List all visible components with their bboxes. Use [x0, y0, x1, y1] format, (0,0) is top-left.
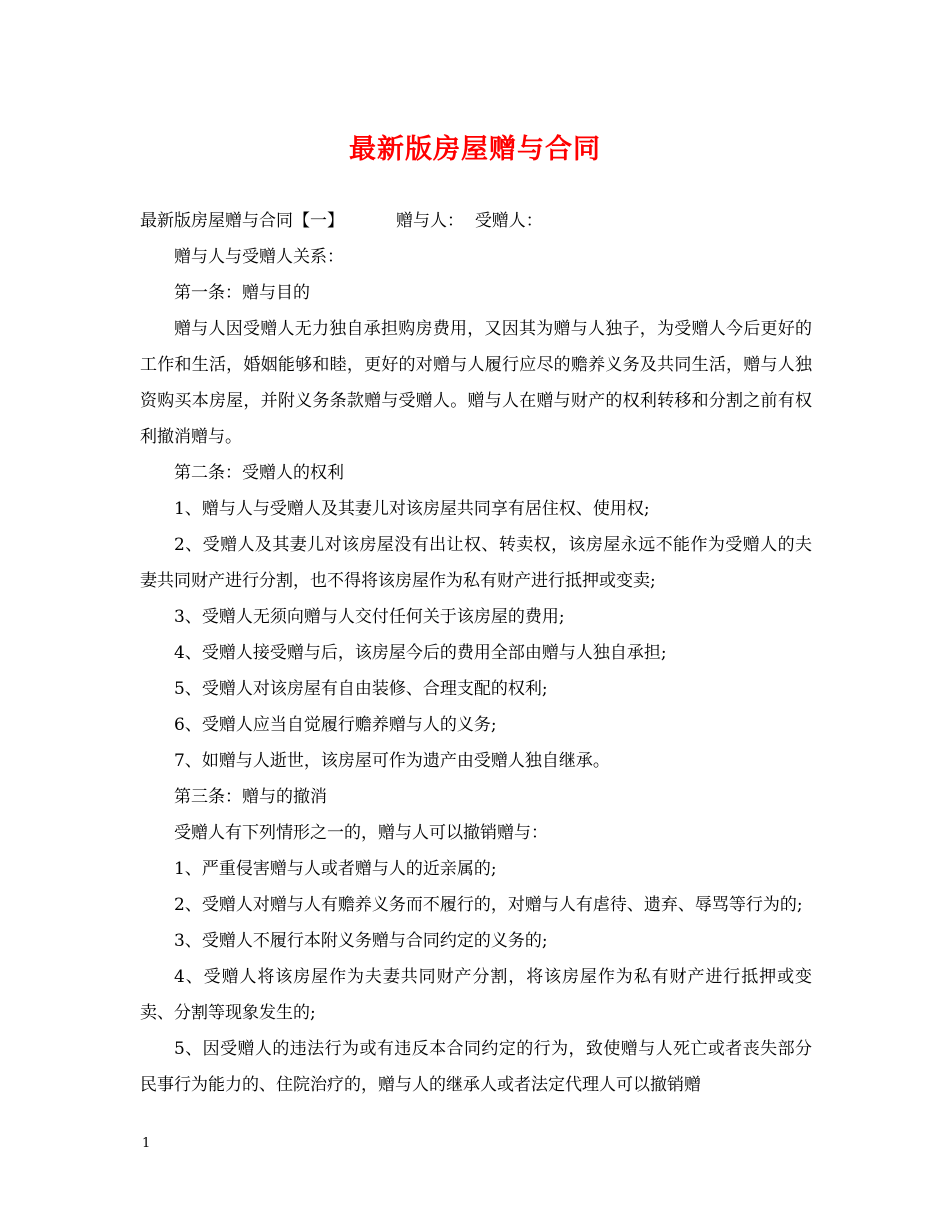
list-item: 1、严重侵害赠与人或者赠与人的近亲属的; [174, 859, 497, 879]
paragraph: 赠与人与受赠人关系： [174, 247, 344, 267]
list-item: 1、赠与人与受赠人及其妻儿对该房屋共同享有居住权、使用权; [174, 499, 650, 519]
section-heading: 第二条：受赠人的权利 [174, 463, 344, 483]
section-heading: 第三条：赠与的撤消 [174, 787, 327, 807]
list-item: 2、受赠人对赠与人有赡养义务而不履行的，对赠与人有虐待、遗弃、辱骂等行为的; [174, 895, 803, 915]
list-item: 3、受赠人不履行本附义务赠与合同约定的义务的; [174, 931, 548, 951]
intro-line [140, 203, 812, 239]
list-item: 3、受赠人无须向赠与人交付任何关于该房屋的费用; [174, 607, 565, 627]
list-item: 5、受赠人对该房屋有自由装修、合理支配的权利; [174, 679, 548, 699]
donee-label: 受赠人： [474, 211, 543, 231]
list-item: 4、受赠人接受赠与后，该房屋今后的费用全部由赠与人独自承担; [174, 643, 667, 663]
list-item: 4、受赠人将该房屋作为夫妻共同财产分割，将该房屋作为私有财产进行抵押或变卖、分割等现象发生的; [140, 967, 812, 1023]
section-heading: 第一条：赠与目的 [174, 283, 310, 303]
list-item: 2、受赠人及其妻儿对该房屋没有出让权、转卖权，该房屋永远不能作为受赠人的夫妻共同财产进行分割，也不得将该房屋作为私有财产进行抵押或变卖; [140, 535, 812, 591]
paragraph: 赠与人因受赠人无力独自承担购房费用，又因其为赠与人独子，为受赠人今后更好的工作和生活，婚姻能够和睦，更好的对赠与人履行应尽的赡养义务及共同生活，赠与人独资购买本房屋，并附义务条款赠与受赠人。赠与人在赠与财产的权利转移和分割之前有权利撤消赠与。 [140, 319, 812, 447]
intro-heading: 最新版房屋赠与合同【一】 [140, 211, 344, 231]
page-number: 1 [142, 1136, 151, 1151]
document-title: 最新版房屋赠与合同 [349, 134, 601, 165]
donor-label: 赠与人： [396, 211, 464, 231]
list-item: 5、因受赠人的违法行为或有违反本合同约定的行为，致使赠与人死亡或者丧失部分民事行为能力的、住院治疗的，赠与人的继承人或者法定代理人可以撤销赠 [140, 1039, 812, 1095]
paragraph: 受赠人有下列情形之一的，赠与人可以撤销赠与： [174, 823, 548, 843]
document-body [140, 203, 812, 1103]
list-item: 7、如赠与人逝世，该房屋可作为遗产由受赠人独自继承。 [174, 751, 610, 771]
list-item: 6、受赠人应当自觉履行赡养赠与人的义务; [174, 715, 497, 735]
